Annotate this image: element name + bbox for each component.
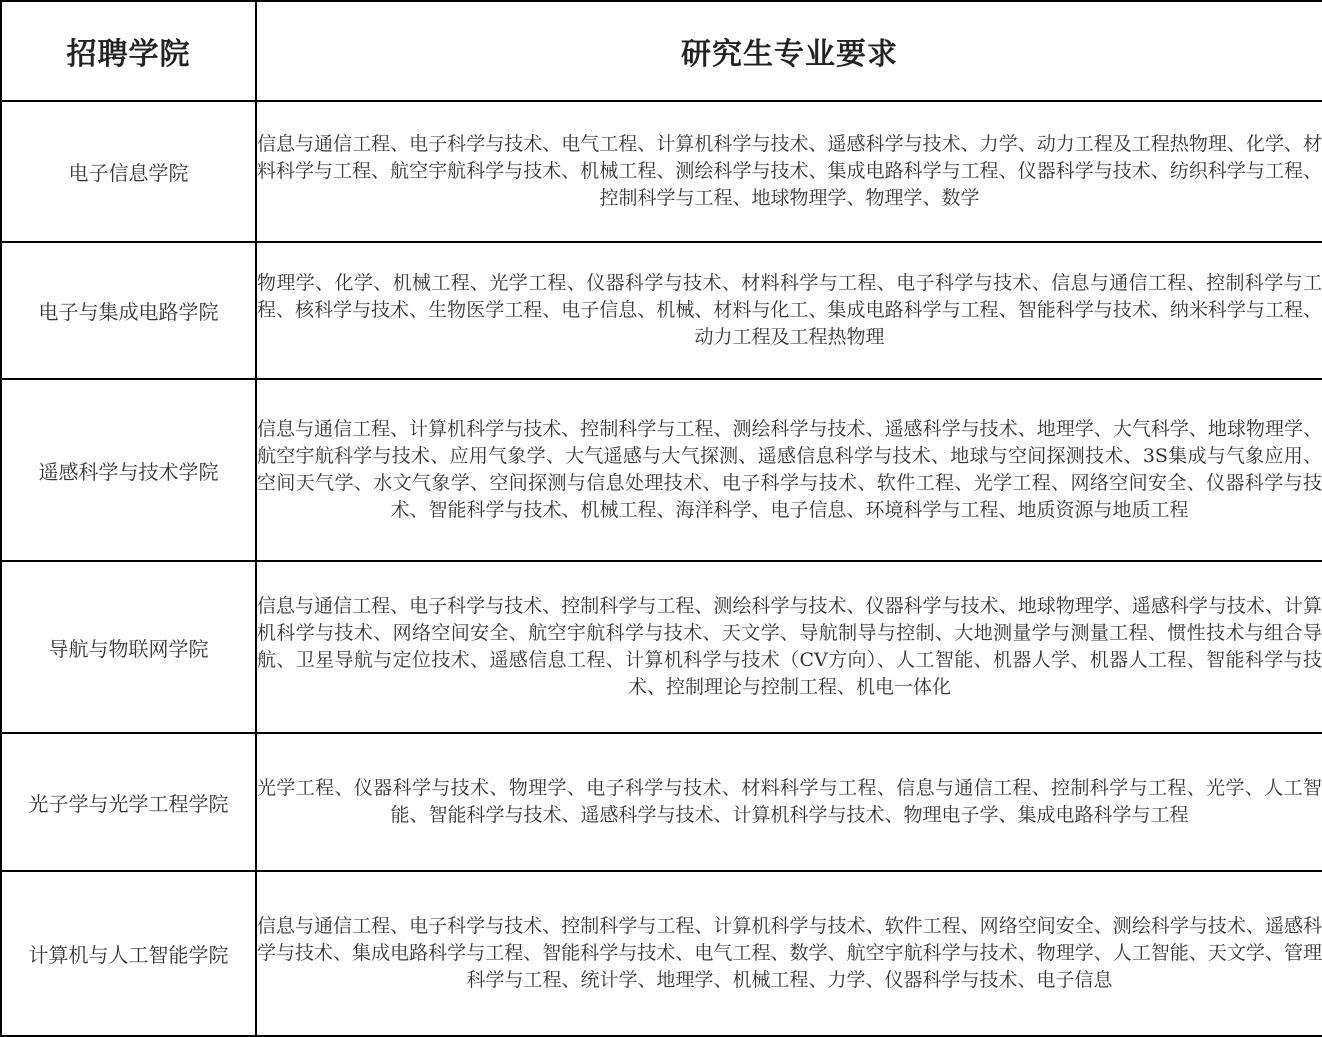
major-requirements: 光学工程、仪器科学与技术、物理学、电子科学与技术、材料科学与工程、信息与通信工程、控制科学与工程、光学、人工智能、智能科学与技术、遥感科学与技术、计算机科学与技术、物理电子学、集成电路科学与工程 (256, 733, 1322, 871)
college-name: 电子与集成电路学院 (1, 242, 256, 379)
table-header-row (1, 1, 1322, 101)
major-requirements: 信息与通信工程、计算机科学与技术、控制科学与工程、测绘科学与技术、遥感科学与技术、地理学、大气科学、地球物理学、航空宇航科学与技术、应用气象学、大气遥感与大气探测、遥感信息科学与技术、地球与空间探测技术、3S集成与气象应用、空间天气学、水文气象学、空间探测与信息处理技术、电子科学与技术、软件工程、光学工程、网络空间安全、仪器科学与技术、智能科学与技术、机械工程、海洋科学、电子信息、环境科学与工程、地质资源与地质工程 (256, 379, 1322, 561)
college-name: 光子学与光学工程学院 (1, 733, 256, 871)
table-row (1, 101, 1322, 242)
major-requirements: 信息与通信工程、电子科学与技术、电气工程、计算机科学与技术、遥感科学与技术、力学、动力工程及工程热物理、化学、材料科学与工程、航空宇航科学与技术、机械工程、测绘科学与技术、集成电路科学与工程、仪器科学与技术、纺织科学与工程、控制科学与工程、地球物理学、物理学、数学 (256, 101, 1322, 242)
major-requirements: 信息与通信工程、电子科学与技术、控制科学与工程、计算机科学与技术、软件工程、网络空间安全、测绘科学与技术、遥感科学与技术、集成电路科学与工程、智能科学与技术、电气工程、数学、航空宇航科学与技术、物理学、人工智能、天文学、管理科学与工程、统计学、地理学、机械工程、力学、仪器科学与技术、电子信息 (256, 871, 1322, 1036)
college-name: 遥感科学与技术学院 (1, 379, 256, 561)
college-name: 电子信息学院 (1, 101, 256, 242)
major-requirements: 物理学、化学、机械工程、光学工程、仪器科学与技术、材料科学与工程、电子科学与技术、信息与通信工程、控制科学与工程、核科学与技术、生物医学工程、电子信息、机械、材料与化工、集成电路科学与工程、智能科学与技术、纳米科学与工程、动力工程及工程热物理 (256, 242, 1322, 379)
table-row (1, 733, 1322, 871)
major-requirements: 信息与通信工程、电子科学与技术、控制科学与工程、测绘科学与技术、仪器科学与技术、地球物理学、遥感科学与技术、计算机科学与技术、网络空间安全、航空宇航科学与技术、天文学、导航制导与控制、大地测量学与测量工程、惯性技术与组合导航、卫星导航与定位技术、遥感信息工程、计算机科学与技术（CV方向）、人工智能、机器人学、机器人工程、智能科学与技术、控制理论与控制工程、机电一体化 (256, 561, 1322, 733)
table-row (1, 379, 1322, 561)
header-college: 招聘学院 (1, 1, 256, 101)
table-row (1, 871, 1322, 1036)
header-majors: 研究生专业要求 (256, 1, 1322, 101)
college-name: 计算机与人工智能学院 (1, 871, 256, 1036)
college-name: 导航与物联网学院 (1, 561, 256, 733)
table-row (1, 242, 1322, 379)
table-row (1, 561, 1322, 733)
